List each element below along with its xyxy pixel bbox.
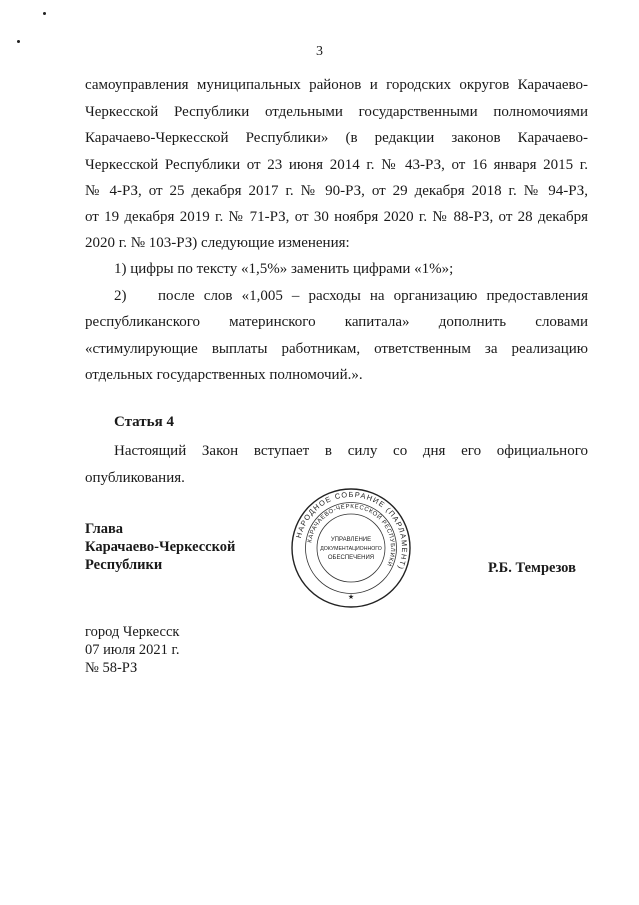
seal-center-line: ОБЕСПЕЧЕНИЯ xyxy=(327,555,375,561)
official-seal xyxy=(290,487,412,609)
body-line: Черкесской Республики отдельными государственными полномочиями xyxy=(85,104,588,120)
footer-number: № 58-РЗ xyxy=(85,660,138,676)
signature-title-line: Глава xyxy=(85,521,124,537)
seal-center-line: УПРАВЛЕНИЕ xyxy=(330,537,372,543)
body-line: Черкесской Республики от 23 июня 2014 г. № 43-РЗ, от 16 января 2015 г. xyxy=(85,157,588,173)
scan-dot xyxy=(43,12,46,15)
article-heading: Статья 4 xyxy=(114,414,174,430)
list-item-line: после слов «1,005 – расходы на организацию предоставления xyxy=(158,288,588,304)
list-item-line: отдельных государственных полномочий.». xyxy=(85,367,363,383)
footer-date: 07 июля 2021 г. xyxy=(85,642,180,658)
list-item-1: 1) цифры по тексту «1,5%» заменить цифрами «1%»; xyxy=(114,261,454,277)
seal-inner-text: КАРАЧАЕВО-ЧЕРКЕССКОЙ РЕСПУБЛИКИ xyxy=(307,503,396,568)
scan-dot xyxy=(17,40,20,43)
seal-outer-text: НАРОДНОЕ СОБРАНИЕ (ПАРЛАМЕНТ) xyxy=(294,489,410,572)
list-item-line: «стимулирующие выплаты работникам, ответственным за реализацию xyxy=(85,341,588,357)
seal-star-icon: ★ xyxy=(347,593,355,601)
page-number: 3 xyxy=(316,44,323,59)
list-item-number: 2) xyxy=(114,288,127,304)
list-item-line: республиканского материнского капитала» дополнить словами xyxy=(85,314,588,330)
body-line: Карачаево-Черкесской Республики» (в редакции законов Карачаево- xyxy=(85,130,588,146)
article-text: Настоящий Закон вступает в силу со дня его официального xyxy=(114,443,588,459)
body-line: № 4-РЗ, от 25 декабря 2017 г. № 90-РЗ, от 29 декабря 2018 г. № 94-РЗ, xyxy=(85,183,588,199)
signature-title-line: Республики xyxy=(85,557,163,573)
signature-title-line: Карачаево-Черкесской xyxy=(85,539,236,555)
body-line: от 19 декабря 2019 г. № 71-РЗ, от 30 ноября 2020 г. № 88-РЗ, от 28 декабря xyxy=(85,209,588,225)
signatory-name: Р.Б. Темрезов xyxy=(488,560,576,576)
footer-city: город Черкесск xyxy=(85,624,180,640)
article-text: опубликования. xyxy=(85,470,185,486)
body-line: самоуправления муниципальных районов и городских округов Карачаево- xyxy=(85,77,588,93)
body-line: 2020 г. № 103-РЗ) следующие изменения: xyxy=(85,235,350,251)
seal-center-line: ДОКУМЕНТАЦИОННОГО xyxy=(320,546,382,552)
